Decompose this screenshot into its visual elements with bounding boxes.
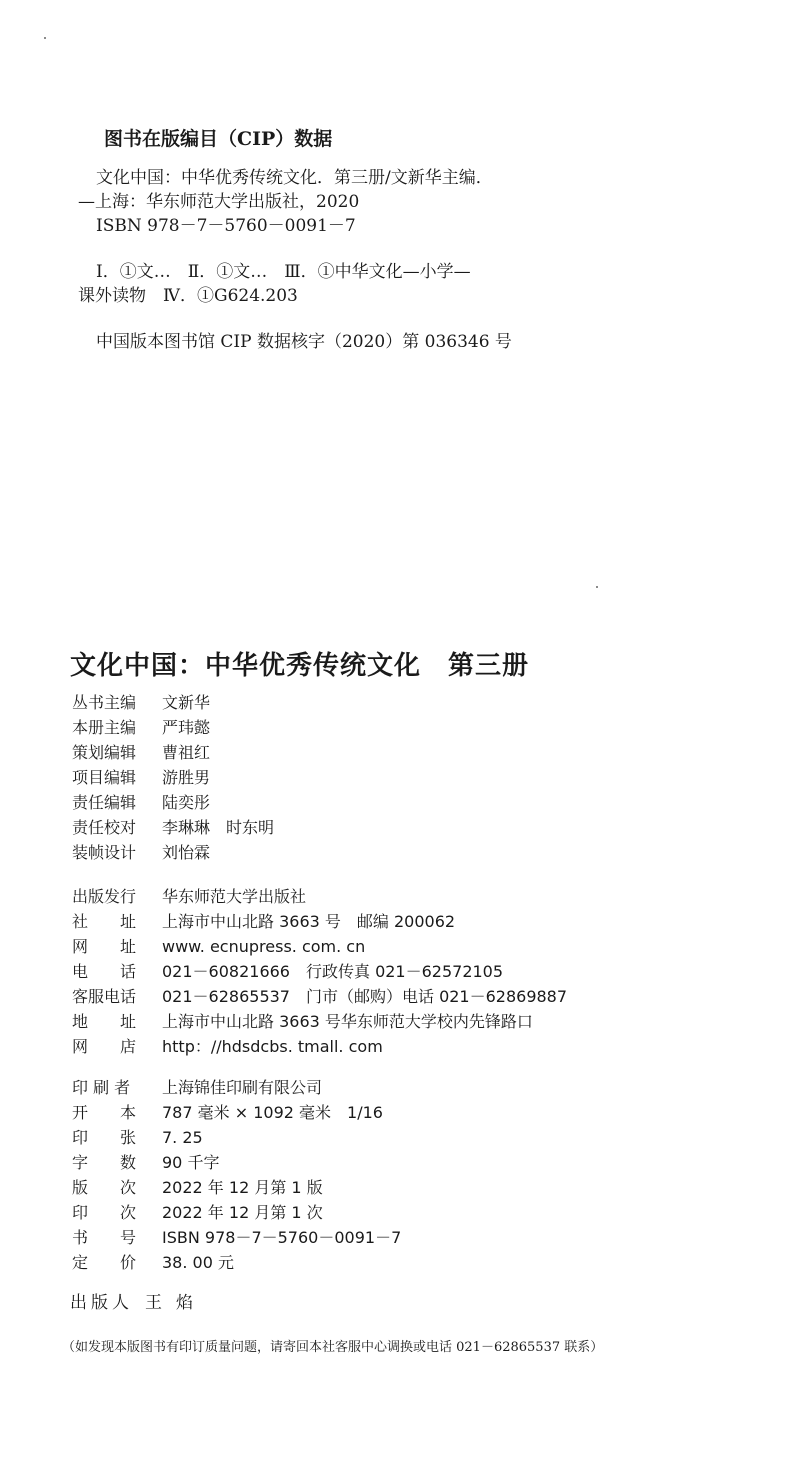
staff-row <box>72 766 210 790</box>
website-value[interactable]: www. ecnupress. com. cn <box>162 937 366 956</box>
row-value: 2022 年 12 月第 1 次 <box>162 1203 323 1222</box>
print-info-row <box>72 1226 401 1250</box>
staff-row <box>72 691 210 715</box>
row-label: 责任校对 <box>72 818 137 837</box>
cip-line-isbn: ISBN 978－7－5760－0091－7 <box>96 216 356 236</box>
row-value: 李琳琳 时东明 <box>162 818 275 837</box>
row-label: 地 址 <box>72 1012 137 1031</box>
row-value: 文新华 <box>162 693 211 712</box>
scan-speck <box>44 37 46 39</box>
publisher-info-row <box>72 935 365 959</box>
row-label: 印 刷 者 <box>72 1078 131 1097</box>
row-label: 责任编辑 <box>72 793 137 812</box>
row-label: 书 号 <box>72 1228 137 1247</box>
cip-line-publisher: —上海：华东师范大学出版社，2020 <box>78 192 360 212</box>
row-label: 版 次 <box>72 1178 137 1197</box>
print-info-row <box>72 1101 383 1125</box>
publisher-person-row <box>70 1288 207 1313</box>
row-value: 2022 年 12 月第 1 版 <box>162 1178 323 1197</box>
publisher-info-row <box>72 885 306 909</box>
row-label: 网 店 <box>72 1037 137 1056</box>
row-value: 38. 00 元 <box>162 1253 234 1272</box>
print-info-row <box>72 1126 203 1150</box>
print-info-row <box>72 1251 234 1275</box>
publisher-info-row <box>72 985 567 1009</box>
staff-row <box>72 816 274 840</box>
row-label: 社 址 <box>72 912 137 931</box>
publisher-info-row <box>72 960 503 984</box>
row-label: 装帧设计 <box>72 843 137 862</box>
row-value: 华东师范大学出版社 <box>162 887 307 906</box>
print-info-row <box>72 1151 219 1175</box>
row-value: 787 毫米 × 1092 毫米 1/16 <box>162 1103 383 1122</box>
row-value: 曹祖红 <box>162 743 211 762</box>
row-value: 021－60821666 行政传真 021－62572105 <box>162 962 504 981</box>
row-value: 上海市中山北路 3663 号 邮编 200062 <box>162 912 456 931</box>
row-label: 字 数 <box>72 1153 137 1172</box>
row-label: 策划编辑 <box>72 743 137 762</box>
staff-row <box>72 716 210 740</box>
row-label: 定 价 <box>72 1253 137 1272</box>
publisher-info-row <box>72 910 455 934</box>
row-label: 项目编辑 <box>72 768 137 787</box>
cip-heading: 图书在版编目（CIP）数据 <box>104 128 333 150</box>
row-value: 021－62865537 门市（邮购）电话 021－62869887 <box>162 987 568 1006</box>
cip-line-record-number: 中国版本图书馆 CIP 数据核字（2020）第 036346 号 <box>96 332 512 352</box>
row-label: 客服电话 <box>72 987 137 1006</box>
print-info-row <box>72 1201 323 1225</box>
row-value: 游胜男 <box>162 768 211 787</box>
publisher-person-name: 王焰 <box>145 1293 207 1313</box>
row-label: 电 话 <box>72 962 137 981</box>
cip-line-title: 文化中国：中华优秀传统文化．第三册/文新华主编． <box>96 168 493 188</box>
row-value: 上海市中山北路 3663 号华东师范大学校内先锋路口 <box>162 1012 533 1031</box>
online-store-value[interactable]: http：//hdsdcbs. tmall. com <box>162 1037 383 1056</box>
row-label: 本册主编 <box>72 718 137 737</box>
row-label: 印 次 <box>72 1203 137 1222</box>
row-label: 印 张 <box>72 1128 137 1147</box>
print-info-row <box>72 1176 323 1200</box>
quality-notice: （如发现本版图书有印订质量问题，请寄回本社客服中心调换或电话 021－62865537 联系） <box>62 1340 604 1355</box>
row-label: 网 址 <box>72 937 137 956</box>
row-value: 严玮懿 <box>162 718 211 737</box>
row-value: 上海锦佳印刷有限公司 <box>162 1078 323 1097</box>
cip-line-classification: Ⅰ．①文… Ⅱ．①文… Ⅲ．①中华文化—小学— <box>96 262 471 282</box>
publisher-info-row <box>72 1035 383 1059</box>
staff-row <box>72 791 210 815</box>
print-info-row <box>72 1076 322 1100</box>
publisher-person-label: 出版人 <box>70 1293 133 1313</box>
row-value: 陆奕彤 <box>162 793 211 812</box>
book-title: 文化中国：中华优秀传统文化 第三册 <box>70 651 530 681</box>
scan-speck <box>596 586 598 588</box>
row-value: 刘怡霖 <box>162 843 211 862</box>
row-value: ISBN 978－7－5760－0091－7 <box>162 1228 402 1247</box>
cip-line-classification-cont: 课外读物 Ⅳ．①G624.203 <box>78 286 298 306</box>
row-label: 开 本 <box>72 1103 137 1122</box>
row-value: 90 千字 <box>162 1153 220 1172</box>
staff-row <box>72 741 210 765</box>
row-label: 出版发行 <box>72 887 137 906</box>
row-label: 丛书主编 <box>72 693 137 712</box>
row-value: 7. 25 <box>162 1128 203 1147</box>
staff-row <box>72 841 210 865</box>
publisher-info-row <box>72 1010 533 1034</box>
